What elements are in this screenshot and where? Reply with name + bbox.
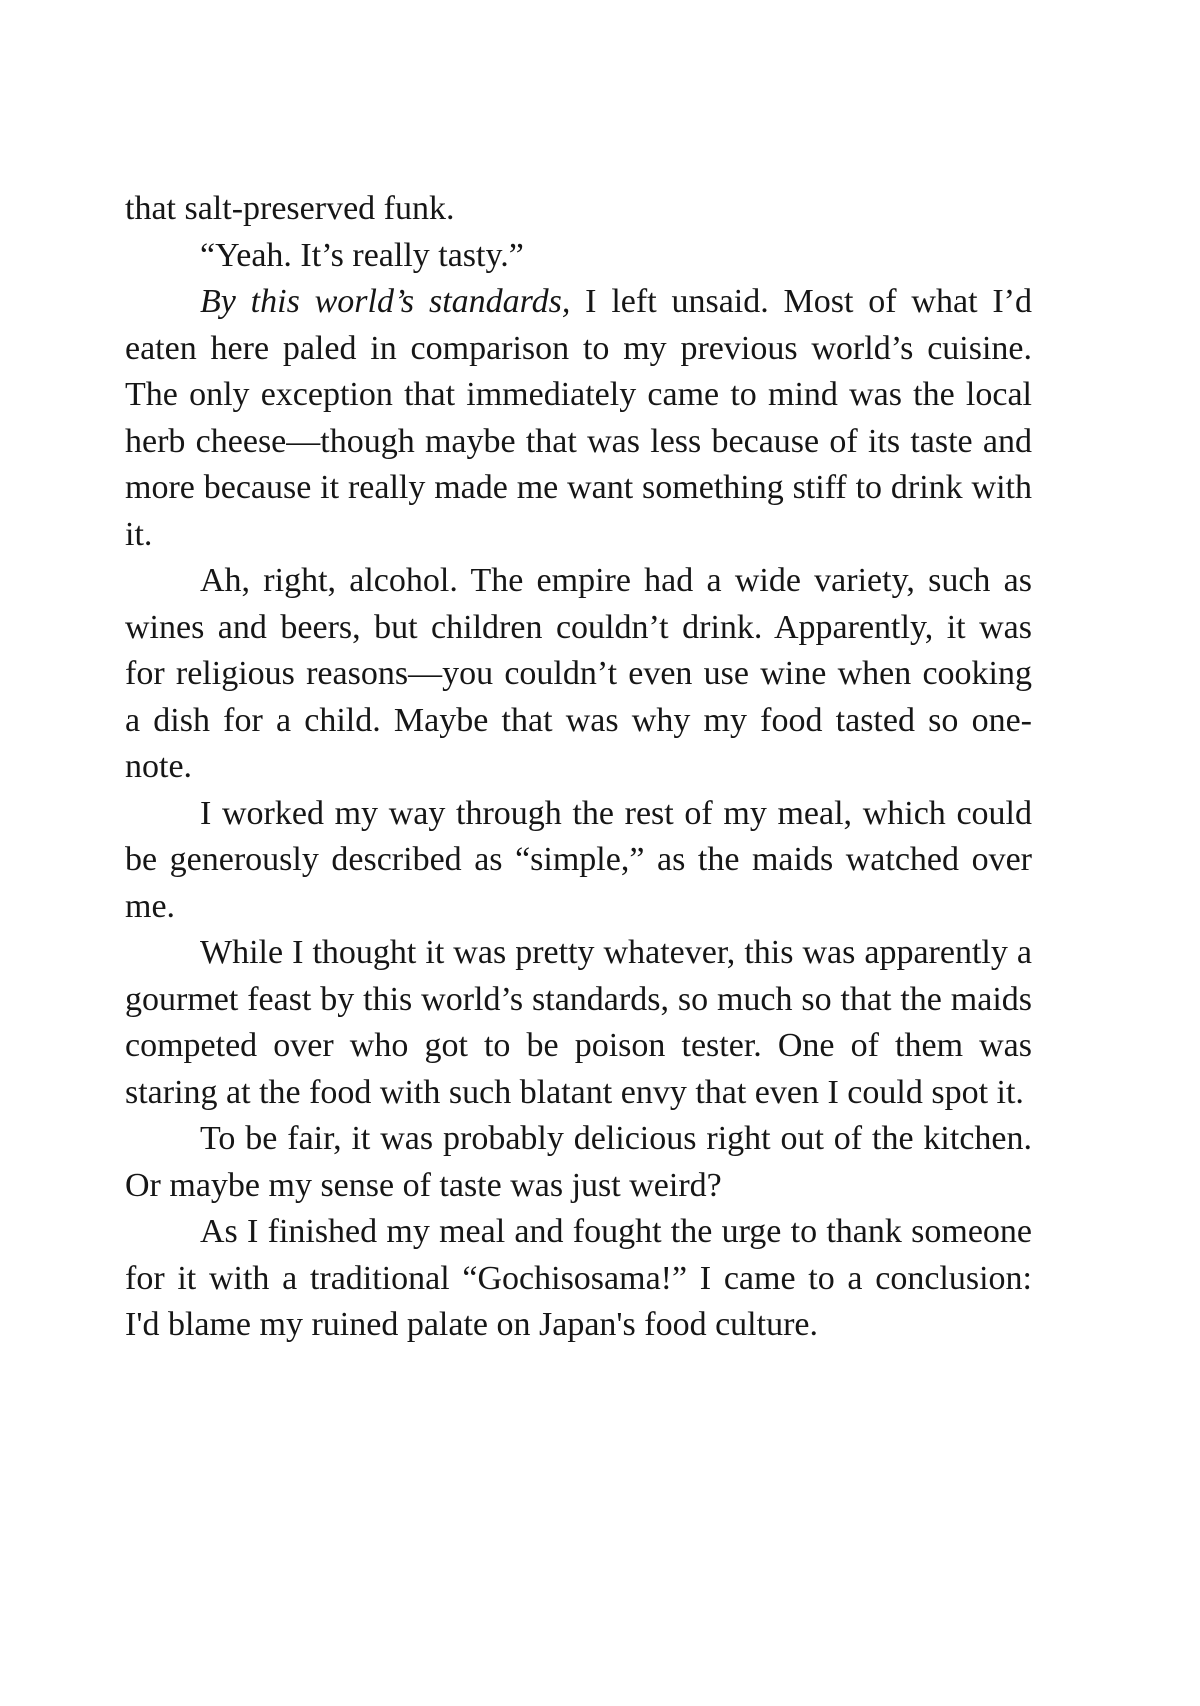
italic-text: By this world’s standards, xyxy=(200,283,571,320)
paragraph xyxy=(125,1116,1032,1209)
body-text: Ah, right, alcohol. The empire had a wide variety, such as wines and beers, but children couldn’t drink. Apparently, it was for religious reasons—you couldn’t even use wine when cooking a dish for a child. Maybe that was why my food tasted so one-note. xyxy=(125,562,1032,785)
body-text: I worked my way through the rest of my meal, which could be generously described as “simple,” as the maids watched over me. xyxy=(125,794,1032,925)
paragraph xyxy=(125,558,1032,791)
body-text: “Yeah. It’s really tasty.” xyxy=(200,236,524,274)
paragraph xyxy=(125,1209,1032,1349)
body-text: While I thought it was pretty whatever, this was apparently a gourmet feast by this world’s standards, so much so that the maids competed over who got to be poison tester. One of them was staring at the food with such blatant envy that even I could spot it. xyxy=(125,934,1032,1111)
paragraph xyxy=(125,233,1032,280)
body-text: that salt-preserved funk. xyxy=(125,190,455,227)
paragraph xyxy=(125,930,1032,1116)
paragraph xyxy=(125,791,1032,931)
page-text xyxy=(125,186,1032,1349)
body-text: To be fair, it was probably delicious right out of the kitchen. Or maybe my sense of taste was just weird? xyxy=(125,1120,1032,1204)
body-text: I left unsaid. Most of what I’d eaten here paled in comparison to my previous world’s cuisine. The only exception that immediately came to mind was the local herb cheese—though maybe that was less because of its taste and more because it really made me want something stiff to drink with it. xyxy=(125,283,1032,553)
body-text: As I finished my meal and fought the urge to thank someone for it with a traditional “Gochisosama!” I came to a conclusion: I'd blame my ruined palate on Japan's food culture. xyxy=(125,1213,1032,1343)
paragraph xyxy=(125,279,1032,558)
paragraph xyxy=(125,186,1032,233)
